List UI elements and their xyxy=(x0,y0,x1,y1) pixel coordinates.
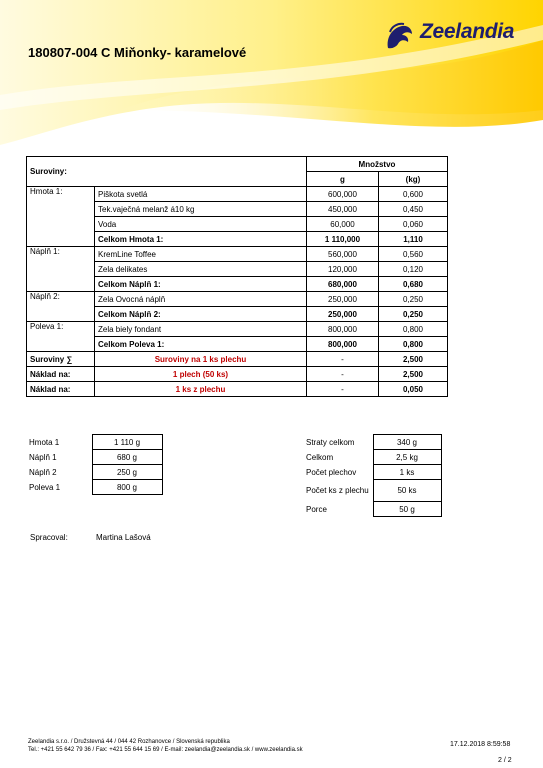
summary-description: Suroviny na 1 ks plechu xyxy=(95,352,307,367)
batch-summary-label: Porce xyxy=(306,504,327,514)
batch-summary-value: 50 ks xyxy=(373,480,441,502)
footer-address: Zeelandia s.r.o. / Družstevná 44 / 044 42 Rozhanovce / Slovenská republika xyxy=(28,739,230,745)
group-total-grams: 250,000 xyxy=(307,307,379,322)
component-summary-row xyxy=(26,450,162,465)
summary-grams: - xyxy=(307,367,379,382)
unit-g-header: g xyxy=(307,172,379,187)
suroviny-header: Suroviny: xyxy=(27,157,307,187)
component-summary-value: 1 110 g xyxy=(92,435,162,450)
ingredient-kg: 0,250 xyxy=(379,292,448,307)
batch-summary-label: Celkom xyxy=(306,452,334,462)
ingredient-name: Zela Ovocná náplň xyxy=(95,292,307,307)
summary-kg: 2,500 xyxy=(379,352,448,367)
ingredient-name: Zela delikates xyxy=(95,262,307,277)
group-total-grams: 800,000 xyxy=(307,337,379,352)
prepared-by-label: Spracoval: xyxy=(30,533,68,542)
table-row xyxy=(27,187,448,202)
group-total-label: Celkom Náplň 1: xyxy=(95,277,307,292)
recipe-title: 180807-004 C Miňonky- karamelové xyxy=(28,45,247,60)
summary-description: 1 ks z plechu xyxy=(95,382,307,397)
mnozstvo-header: Množstvo xyxy=(307,157,448,172)
summary-row xyxy=(27,367,448,382)
summary-label: Náklad na: xyxy=(27,367,95,382)
group-total-kg: 1,110 xyxy=(379,232,448,247)
ingredient-grams: 560,000 xyxy=(307,247,379,262)
group-total-kg: 0,680 xyxy=(379,277,448,292)
group-total-label: Celkom Hmota 1: xyxy=(95,232,307,247)
batch-summary-row xyxy=(303,435,441,450)
summary-kg: 2,500 xyxy=(379,367,448,382)
summary-row xyxy=(27,382,448,397)
summary-label: Suroviny ∑ xyxy=(27,352,95,367)
footer-date: 17.12.2018 8:59:58 xyxy=(450,741,511,748)
group-label: Náplň 1: xyxy=(27,247,95,292)
table-row xyxy=(27,247,448,262)
brand-logo xyxy=(380,18,530,58)
recipe-table xyxy=(26,156,448,397)
ingredient-grams: 120,000 xyxy=(307,262,379,277)
ingredient-grams: 450,000 xyxy=(307,202,379,217)
ingredient-kg: 0,060 xyxy=(379,217,448,232)
component-summary-row xyxy=(26,435,162,450)
component-summary xyxy=(26,434,163,495)
ingredient-name: Tek.vaječná melanž á10 kg xyxy=(95,202,307,217)
batch-summary-value: 2,5 kg xyxy=(373,450,441,465)
batch-summary-row xyxy=(303,480,441,502)
table-row xyxy=(27,292,448,307)
batch-summary-label: Straty celkom xyxy=(306,437,355,447)
batch-summary-row xyxy=(303,502,441,517)
ingredient-name: Piškota svetlá xyxy=(95,187,307,202)
ingredient-kg: 0,600 xyxy=(379,187,448,202)
ingredient-kg: 0,560 xyxy=(379,247,448,262)
group-label: Náplň 2: xyxy=(27,292,95,322)
ingredient-grams: 60,000 xyxy=(307,217,379,232)
group-total-label: Celkom Náplň 2: xyxy=(95,307,307,322)
ingredient-grams: 250,000 xyxy=(307,292,379,307)
table-row xyxy=(27,322,448,337)
summary-grams: - xyxy=(307,352,379,367)
group-total-kg: 0,250 xyxy=(379,307,448,322)
batch-summary xyxy=(303,434,442,517)
group-label: Hmota 1: xyxy=(27,187,95,247)
unit-kg-header: (kg) xyxy=(379,172,448,187)
table-header-row xyxy=(27,157,448,172)
component-summary-row xyxy=(26,465,162,480)
batch-summary-value: 1 ks xyxy=(373,465,441,480)
ingredient-kg: 0,800 xyxy=(379,322,448,337)
component-summary-label: Náplň 1 xyxy=(29,452,57,462)
summary-grams: - xyxy=(307,382,379,397)
group-total-grams: 1 110,000 xyxy=(307,232,379,247)
component-summary-label: Náplň 2 xyxy=(29,467,57,477)
component-summary-label: Poleva 1 xyxy=(29,482,61,492)
summary-kg: 0,050 xyxy=(379,382,448,397)
batch-summary-label: Počet ks z plechu xyxy=(306,486,369,495)
component-summary-value: 250 g xyxy=(92,465,162,480)
component-summary-value: 680 g xyxy=(92,450,162,465)
summary-row xyxy=(27,352,448,367)
batch-summary-row xyxy=(303,465,441,480)
footer-contact: Tel.: +421 55 642 79 36 / Fax: +421 55 644 15 69 / E-mail: zeelandia@zeelandia.sk / www.zeelandia.sk xyxy=(28,747,303,753)
ingredient-grams: 800,000 xyxy=(307,322,379,337)
batch-summary-row xyxy=(303,450,441,465)
component-summary-label: Hmota 1 xyxy=(29,437,60,447)
lion-icon xyxy=(382,20,416,54)
batch-summary-value: 50 g xyxy=(373,502,441,517)
brand-name: Zeelandia xyxy=(420,20,515,43)
summary-label: Náklad na: xyxy=(27,382,95,397)
group-total-grams: 680,000 xyxy=(307,277,379,292)
group-total-label: Celkom Poleva 1: xyxy=(95,337,307,352)
ingredient-kg: 0,120 xyxy=(379,262,448,277)
group-total-kg: 0,800 xyxy=(379,337,448,352)
ingredient-name: KremLine Toffee xyxy=(95,247,307,262)
batch-summary-value: 340 g xyxy=(373,435,441,450)
prepared-by-name: Martina Lašová xyxy=(96,533,151,542)
summary-description: 1 plech (50 ks) xyxy=(95,367,307,382)
ingredient-name: Zela biely fondant xyxy=(95,322,307,337)
group-label: Poleva 1: xyxy=(27,322,95,352)
ingredient-kg: 0,450 xyxy=(379,202,448,217)
component-summary-row xyxy=(26,480,162,495)
ingredient-name: Voda xyxy=(95,217,307,232)
batch-summary-label: Počet plechov xyxy=(306,467,357,477)
page-number: 2 / 2 xyxy=(498,757,512,764)
ingredient-grams: 600,000 xyxy=(307,187,379,202)
component-summary-value: 800 g xyxy=(92,480,162,495)
